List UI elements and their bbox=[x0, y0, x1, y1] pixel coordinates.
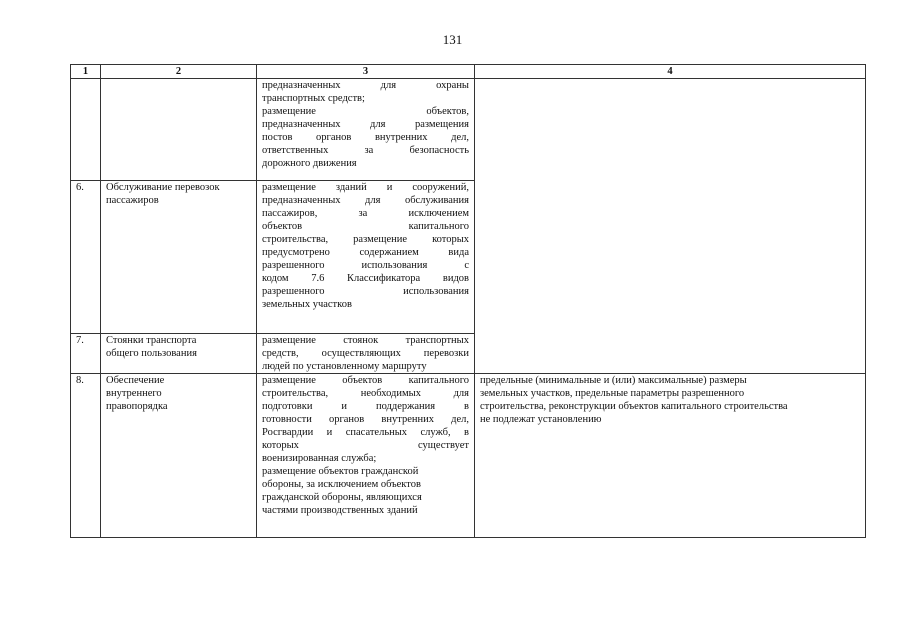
cell-text-line: которых существует bbox=[262, 440, 469, 451]
cell-text-line: обороны, за исключением объектов bbox=[262, 479, 421, 490]
land-use-table bbox=[70, 64, 866, 538]
cell-text-line: гражданской обороны, являющихся bbox=[262, 492, 422, 503]
cell-text-line: предназначенных для размещения bbox=[262, 119, 469, 130]
cell-text-line: Обеспечение bbox=[106, 375, 165, 386]
cell-text-line: земельных участков bbox=[262, 299, 352, 310]
cell-text-line: объектов капитального bbox=[262, 221, 469, 232]
page-number: 131 bbox=[442, 32, 463, 47]
table-header-row bbox=[71, 65, 866, 79]
parameters-cell bbox=[475, 374, 866, 538]
cell-text-line: размещение стоянок транспортных bbox=[262, 335, 469, 346]
use-description-cell bbox=[257, 79, 475, 181]
cell-text-line: Росгвардии и спасательных служб, в bbox=[262, 427, 469, 438]
cell-text-line: пассажиров bbox=[106, 195, 159, 206]
column-header-2: 2 bbox=[101, 65, 257, 79]
use-description-cell bbox=[257, 181, 475, 334]
cell-text-line: пассажиров, за исключением bbox=[262, 208, 469, 219]
cell-text-line: предусмотрено содержанием вида bbox=[262, 247, 469, 258]
cell-text-line: общего пользования bbox=[106, 348, 197, 359]
cell-text-line: людей по установленному маршруту bbox=[262, 361, 427, 372]
cell-text-line: строительства, необходимых для bbox=[262, 388, 469, 399]
cell-text-line: размещение объектов гражданской bbox=[262, 466, 419, 477]
column-header-1: 1 bbox=[71, 65, 101, 79]
row-number-cell: 7. bbox=[71, 334, 101, 374]
cell-text-line: правопорядка bbox=[106, 401, 168, 412]
cell-text-line: строительства, размещение которых bbox=[262, 234, 469, 245]
cell-text-line: разрешенного использования с bbox=[262, 260, 469, 271]
use-type-name-cell bbox=[101, 181, 257, 334]
cell-text-line: строительства, реконструкции объектов капитального строительства bbox=[480, 401, 788, 412]
use-type-name-cell bbox=[101, 79, 257, 181]
cell-text-line: предельные (минимальные и (или) максимальные) размеры bbox=[480, 375, 747, 386]
row-number-cell: 6. bbox=[71, 181, 101, 334]
table-row bbox=[71, 374, 866, 538]
use-description-cell bbox=[257, 374, 475, 538]
cell-text-line: размещение объектов капитального bbox=[262, 375, 469, 386]
cell-text-line: внутреннего bbox=[106, 388, 162, 399]
cell-text-line: ответственных за безопасность bbox=[262, 145, 469, 156]
cell-text-line: дорожного движения bbox=[262, 158, 357, 169]
parameters-cell bbox=[475, 79, 866, 374]
column-header-4: 4 bbox=[475, 65, 866, 79]
cell-text-line: предназначенных для обслуживания bbox=[262, 195, 469, 206]
column-header-3: 3 bbox=[257, 65, 475, 79]
table-row bbox=[71, 79, 866, 181]
cell-text-line: предназначенных для охраны bbox=[262, 80, 469, 91]
cell-text-line: Стоянки транспорта bbox=[106, 335, 197, 346]
cell-text-line: военизированная служба; bbox=[262, 453, 377, 464]
row-number-cell bbox=[71, 79, 101, 181]
cell-text-line: земельных участков, предельные параметры разрешенного bbox=[480, 388, 745, 399]
cell-text-line: разрешенного использования bbox=[262, 286, 469, 297]
use-type-name-cell bbox=[101, 334, 257, 374]
use-type-name-cell bbox=[101, 374, 257, 538]
cell-text-line: не подлежат установлению bbox=[480, 414, 602, 425]
cell-text-line: Обслуживание перевозок bbox=[106, 182, 220, 193]
cell-text-line: постов органов внутренних дел, bbox=[262, 132, 469, 143]
use-description-cell bbox=[257, 334, 475, 374]
cell-text-line: подготовки и поддержания в bbox=[262, 401, 469, 412]
cell-text-line: размещение зданий и сооружений, bbox=[262, 182, 469, 193]
cell-text-line: готовности органов внутренних дел, bbox=[262, 414, 469, 425]
row-number-cell: 8. bbox=[71, 374, 101, 538]
cell-text-line: частями производственных зданий bbox=[262, 505, 418, 516]
cell-text-line: средств, осуществляющих перевозки bbox=[262, 348, 469, 359]
cell-text-line: кодом 7.6 Классификатора видов bbox=[262, 273, 469, 284]
cell-text-line: транспортных средств; bbox=[262, 93, 365, 104]
cell-text-line: размещение объектов, bbox=[262, 106, 469, 117]
